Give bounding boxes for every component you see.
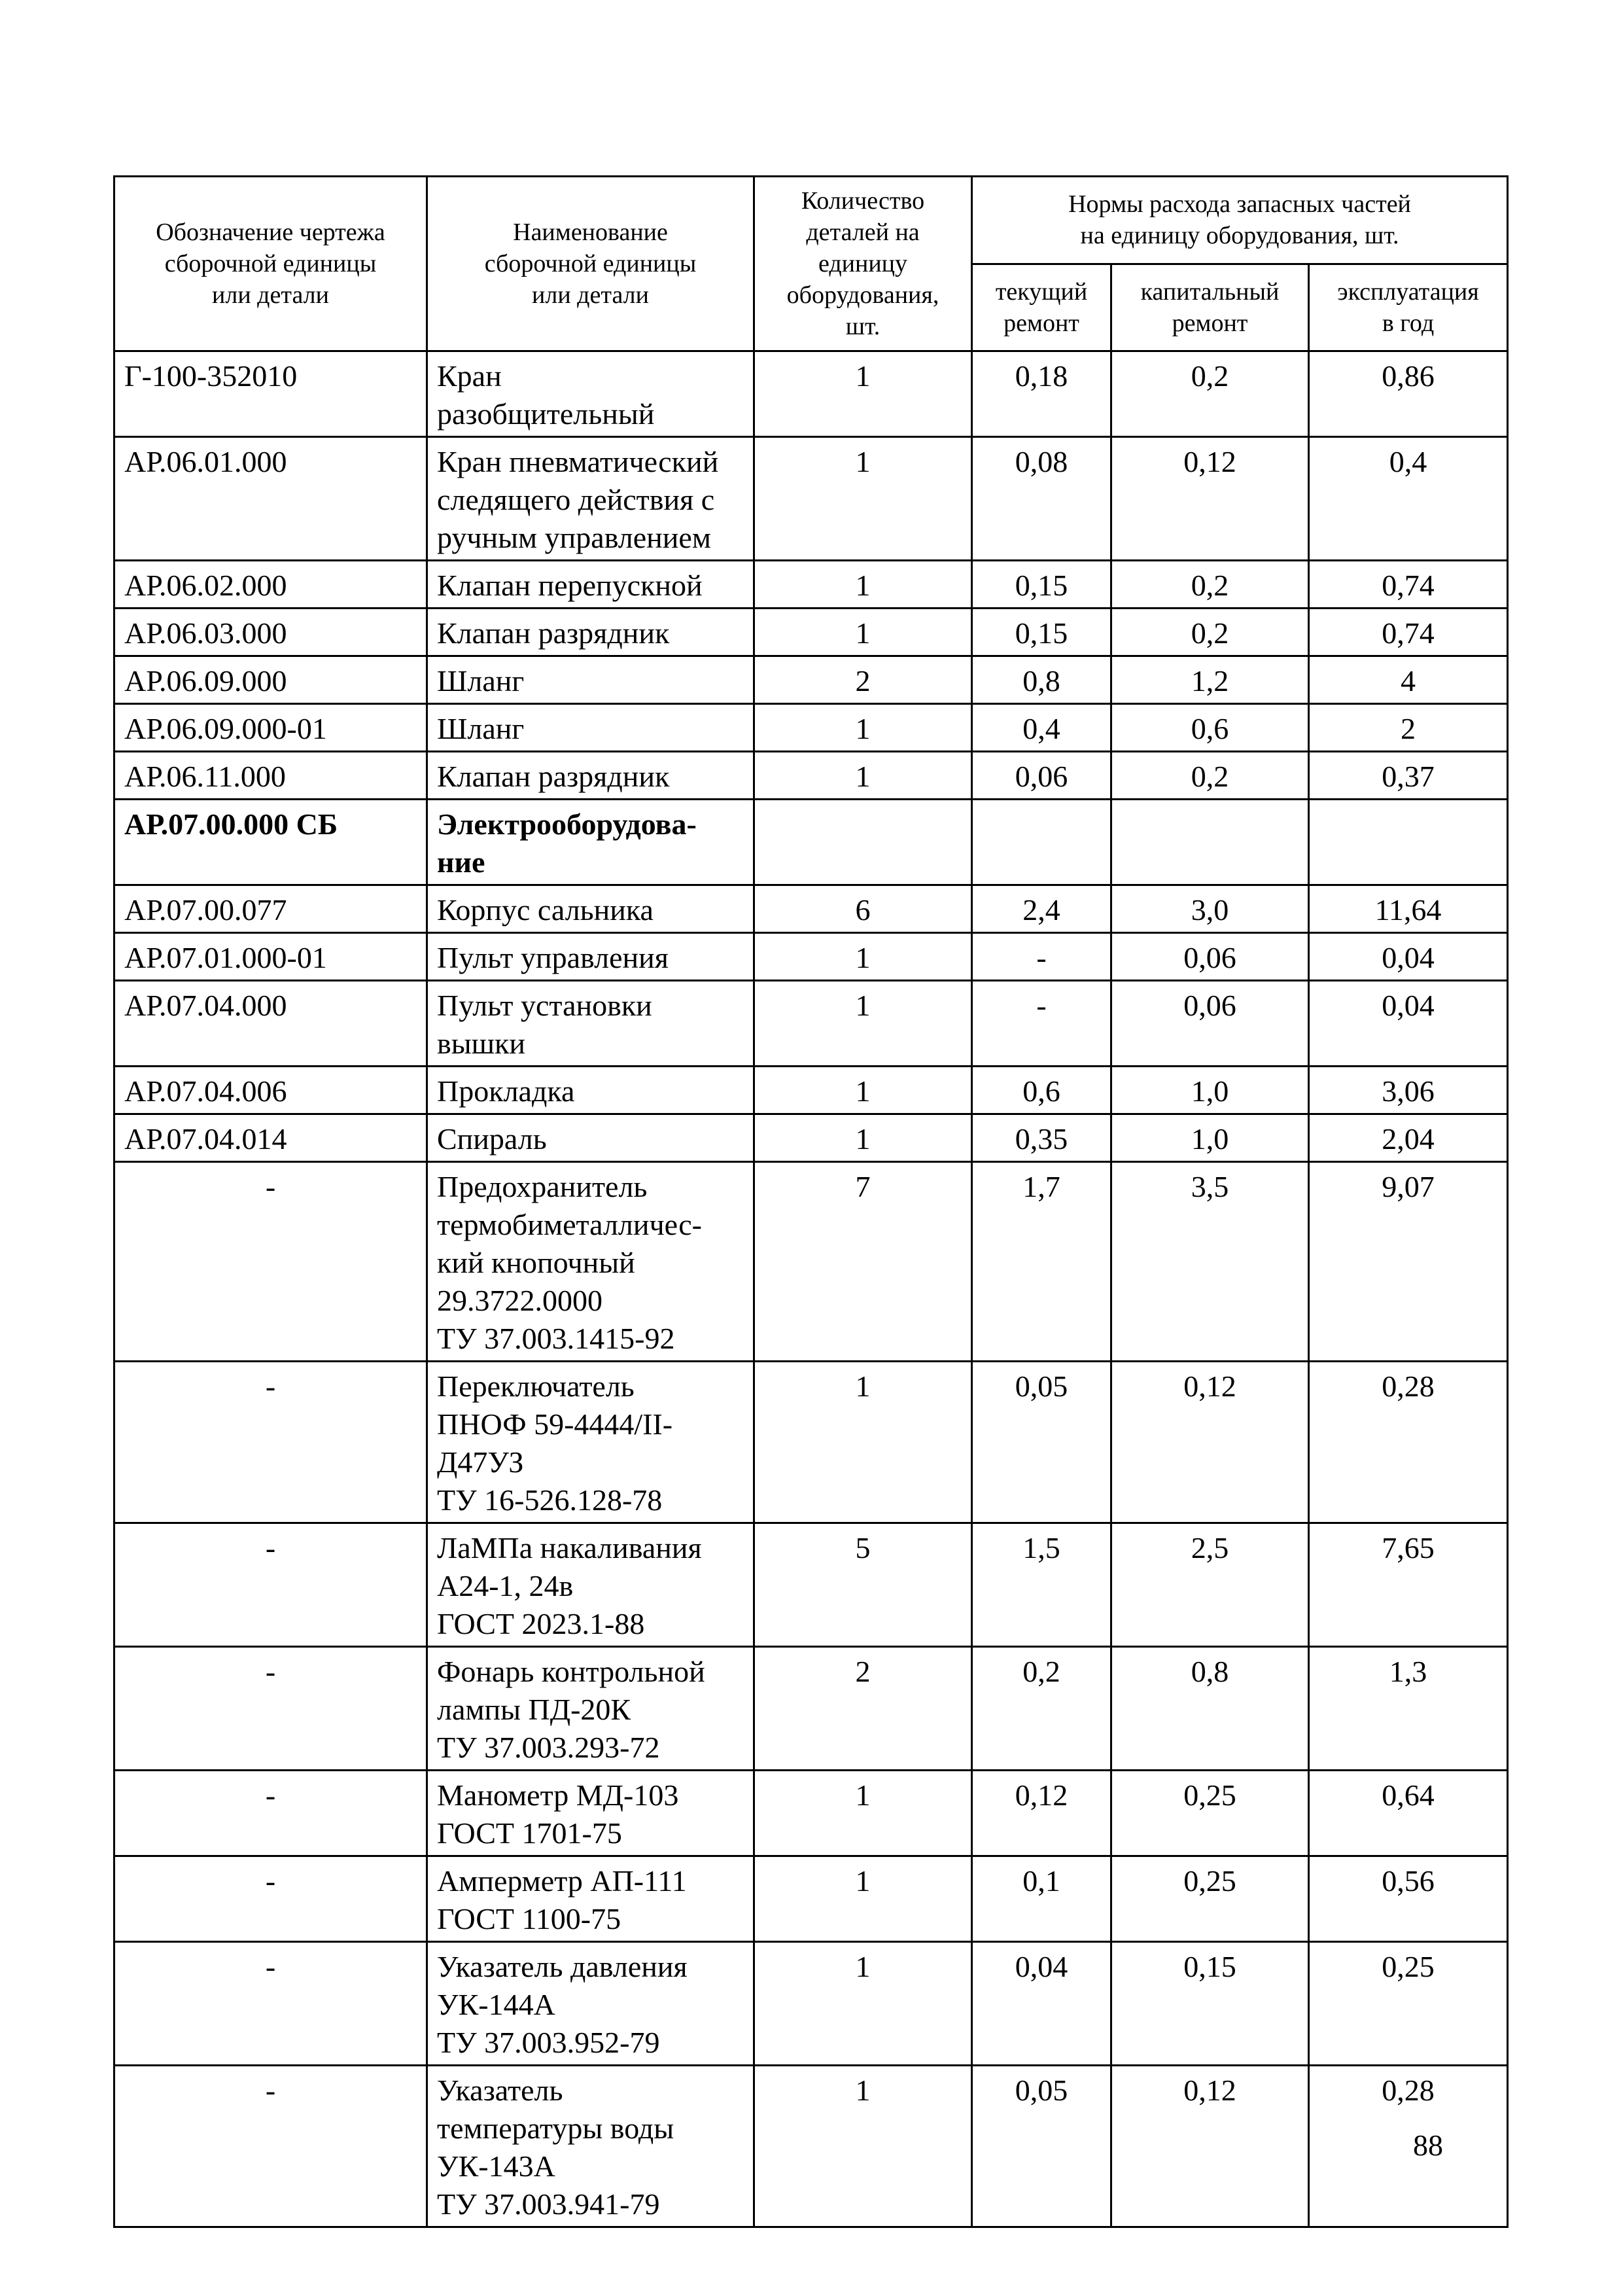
- cell-drawing-code: АР.07.04.000: [114, 981, 427, 1067]
- cell-item-name: Корпус сальника: [427, 885, 754, 933]
- cell-item-name: ЛаМПа накаливания А24-1, 24в ГОСТ 2023.1-88: [427, 1523, 754, 1647]
- cell-quantity: 1: [754, 1942, 972, 2066]
- cell-operation-per-year: 0,28: [1309, 1362, 1508, 1523]
- spare-parts-table: [113, 175, 1509, 2228]
- cell-capital-repair: 3,5: [1111, 1162, 1309, 1362]
- cell-capital-repair: 0,2: [1111, 752, 1309, 800]
- cell-drawing-code: АР.06.09.000: [114, 656, 427, 704]
- cell-current-repair: [972, 800, 1111, 885]
- cell-quantity: 7: [754, 1162, 972, 1362]
- cell-item-name: Указатель температуры воды УК-143А ТУ 37.003.941-79: [427, 2066, 754, 2227]
- cell-capital-repair: 0,06: [1111, 981, 1309, 1067]
- cell-operation-per-year: 0,28: [1309, 2066, 1508, 2227]
- cell-quantity: 1: [754, 561, 972, 609]
- cell-drawing-code: АР.06.03.000: [114, 609, 427, 656]
- cell-item-name: Прокладка: [427, 1067, 754, 1114]
- cell-current-repair: 0,35: [972, 1114, 1111, 1162]
- header-row-1: [114, 177, 1508, 264]
- cell-drawing-code: АР.06.09.000-01: [114, 704, 427, 752]
- cell-current-repair: 0,08: [972, 437, 1111, 561]
- cell-operation-per-year: 4: [1309, 656, 1508, 704]
- cell-current-repair: 0,04: [972, 1942, 1111, 2066]
- cell-drawing-code: Г-100-352010: [114, 351, 427, 437]
- cell-capital-repair: 1,0: [1111, 1114, 1309, 1162]
- cell-quantity: 1: [754, 437, 972, 561]
- cell-quantity: 1: [754, 1771, 972, 1856]
- cell-capital-repair: 1,2: [1111, 656, 1309, 704]
- cell-operation-per-year: 0,74: [1309, 561, 1508, 609]
- cell-current-repair: 2,4: [972, 885, 1111, 933]
- cell-current-repair: 0,06: [972, 752, 1111, 800]
- cell-capital-repair: 0,6: [1111, 704, 1309, 752]
- cell-operation-per-year: 11,64: [1309, 885, 1508, 933]
- cell-drawing-code: АР.06.01.000: [114, 437, 427, 561]
- table-row: [114, 609, 1508, 656]
- cell-item-name: Шланг: [427, 704, 754, 752]
- cell-operation-per-year: 0,56: [1309, 1856, 1508, 1942]
- table-row: [114, 1162, 1508, 1362]
- table-row: [114, 981, 1508, 1067]
- cell-operation-per-year: 9,07: [1309, 1162, 1508, 1362]
- cell-current-repair: 0,12: [972, 1771, 1111, 1856]
- table-row: [114, 1362, 1508, 1523]
- cell-capital-repair: 1,0: [1111, 1067, 1309, 1114]
- cell-capital-repair: 0,2: [1111, 609, 1309, 656]
- cell-capital-repair: [1111, 800, 1309, 885]
- cell-drawing-code: АР.06.11.000: [114, 752, 427, 800]
- cell-current-repair: 0,05: [972, 2066, 1111, 2227]
- cell-drawing-code: -: [114, 1647, 427, 1771]
- cell-operation-per-year: 2: [1309, 704, 1508, 752]
- cell-current-repair: 0,1: [972, 1856, 1111, 1942]
- cell-drawing-code: -: [114, 1362, 427, 1523]
- table-row: [114, 752, 1508, 800]
- cell-drawing-code: АР.06.02.000: [114, 561, 427, 609]
- cell-current-repair: 1,7: [972, 1162, 1111, 1362]
- cell-quantity: 5: [754, 1523, 972, 1647]
- cell-operation-per-year: 0,37: [1309, 752, 1508, 800]
- table-row: [114, 1114, 1508, 1162]
- header-consumption-norms: Нормы расхода запасных частей на единицу оборудования, шт.: [972, 177, 1508, 264]
- cell-operation-per-year: 0,4: [1309, 437, 1508, 561]
- cell-capital-repair: 0,8: [1111, 1647, 1309, 1771]
- cell-current-repair: 0,15: [972, 609, 1111, 656]
- table-row: [114, 704, 1508, 752]
- cell-item-name: Пульт установки вышки: [427, 981, 754, 1067]
- cell-operation-per-year: 0,74: [1309, 609, 1508, 656]
- table-row: [114, 1942, 1508, 2066]
- table-row: [114, 351, 1508, 437]
- cell-operation-per-year: 0,04: [1309, 933, 1508, 981]
- table-row: [114, 437, 1508, 561]
- cell-drawing-code: -: [114, 1942, 427, 2066]
- header-capital-repair: капитальный ремонт: [1111, 264, 1309, 351]
- header-item-name: Наименование сборочной единицы или детали: [427, 177, 754, 351]
- cell-drawing-code: АР.07.04.014: [114, 1114, 427, 1162]
- header-quantity: Количество деталей на единицу оборудования, шт.: [754, 177, 972, 351]
- table-row: [114, 1523, 1508, 1647]
- cell-quantity: [754, 800, 972, 885]
- cell-item-name: Манометр МД-103 ГОСТ 1701-75: [427, 1771, 754, 1856]
- cell-operation-per-year: 1,3: [1309, 1647, 1508, 1771]
- cell-quantity: 1: [754, 2066, 972, 2227]
- cell-capital-repair: 0,12: [1111, 437, 1309, 561]
- cell-item-name: Пульт управления: [427, 933, 754, 981]
- cell-current-repair: 0,6: [972, 1067, 1111, 1114]
- cell-quantity: 1: [754, 609, 972, 656]
- cell-drawing-code: АР.07.04.006: [114, 1067, 427, 1114]
- table-row: [114, 933, 1508, 981]
- table-row: [114, 561, 1508, 609]
- cell-item-name: Предохранитель термобиметалличес- кий кнопочный 29.3722.0000 ТУ 37.003.1415-92: [427, 1162, 754, 1362]
- cell-capital-repair: 0,06: [1111, 933, 1309, 981]
- cell-operation-per-year: [1309, 800, 1508, 885]
- cell-item-name: Клапан перепускной: [427, 561, 754, 609]
- table-row: [114, 800, 1508, 885]
- cell-quantity: 1: [754, 351, 972, 437]
- table-row: [114, 1771, 1508, 1856]
- table-row: [114, 1067, 1508, 1114]
- table-row: [114, 656, 1508, 704]
- cell-quantity: 1: [754, 752, 972, 800]
- cell-item-name: Кран пневматический следящего действия с ручным управлением: [427, 437, 754, 561]
- cell-current-repair: 0,05: [972, 1362, 1111, 1523]
- header-drawing-code: Обозначение чертежа сборочной единицы или детали: [114, 177, 427, 351]
- cell-quantity: 1: [754, 933, 972, 981]
- cell-drawing-code: -: [114, 1523, 427, 1647]
- cell-item-name: Указатель давления УК-144А ТУ 37.003.952-79: [427, 1942, 754, 2066]
- cell-capital-repair: 0,12: [1111, 1362, 1309, 1523]
- cell-capital-repair: 2,5: [1111, 1523, 1309, 1647]
- cell-item-name: Кран разобщительный: [427, 351, 754, 437]
- cell-operation-per-year: 0,86: [1309, 351, 1508, 437]
- cell-item-name: Клапан разрядник: [427, 609, 754, 656]
- cell-quantity: 2: [754, 1647, 972, 1771]
- cell-drawing-code: -: [114, 1771, 427, 1856]
- cell-item-name: Фонарь контрольной лампы ПД-20К ТУ 37.003.293-72: [427, 1647, 754, 1771]
- cell-current-repair: 0,2: [972, 1647, 1111, 1771]
- cell-current-repair: 0,18: [972, 351, 1111, 437]
- cell-item-name: Переключатель ПНОФ 59-4444/II- Д47УЗ ТУ 16-526.128-78: [427, 1362, 754, 1523]
- cell-drawing-code: АР.07.00.000 СБ: [114, 800, 427, 885]
- cell-drawing-code: -: [114, 1162, 427, 1362]
- cell-operation-per-year: 3,06: [1309, 1067, 1508, 1114]
- cell-current-repair: 0,8: [972, 656, 1111, 704]
- header-operation-per-year: эксплуатация в год: [1309, 264, 1508, 351]
- table-row: [114, 1856, 1508, 1942]
- cell-quantity: 2: [754, 656, 972, 704]
- cell-current-repair: 0,4: [972, 704, 1111, 752]
- cell-capital-repair: 0,12: [1111, 2066, 1309, 2227]
- table-row: [114, 1647, 1508, 1771]
- cell-quantity: 1: [754, 1856, 972, 1942]
- cell-drawing-code: -: [114, 1856, 427, 1942]
- cell-item-name: Спираль: [427, 1114, 754, 1162]
- cell-item-name: Шланг: [427, 656, 754, 704]
- cell-quantity: 6: [754, 885, 972, 933]
- cell-quantity: 1: [754, 1362, 972, 1523]
- cell-drawing-code: -: [114, 2066, 427, 2227]
- table-row: [114, 2066, 1508, 2227]
- cell-capital-repair: 3,0: [1111, 885, 1309, 933]
- cell-drawing-code: АР.07.01.000-01: [114, 933, 427, 981]
- table-row: [114, 885, 1508, 933]
- cell-capital-repair: 0,15: [1111, 1942, 1309, 2066]
- cell-operation-per-year: 0,04: [1309, 981, 1508, 1067]
- cell-operation-per-year: 7,65: [1309, 1523, 1508, 1647]
- cell-quantity: 1: [754, 1067, 972, 1114]
- cell-current-repair: 1,5: [972, 1523, 1111, 1647]
- cell-quantity: 1: [754, 981, 972, 1067]
- cell-item-name: Клапан разрядник: [427, 752, 754, 800]
- cell-item-name: Амперметр АП-111 ГОСТ 1100-75: [427, 1856, 754, 1942]
- cell-operation-per-year: 0,64: [1309, 1771, 1508, 1856]
- cell-quantity: 1: [754, 1114, 972, 1162]
- page-number: 88: [1413, 2128, 1443, 2162]
- cell-capital-repair: 0,25: [1111, 1771, 1309, 1856]
- cell-operation-per-year: 2,04: [1309, 1114, 1508, 1162]
- cell-item-name: Электрооборудова- ние: [427, 800, 754, 885]
- cell-current-repair: 0,15: [972, 561, 1111, 609]
- cell-capital-repair: 0,25: [1111, 1856, 1309, 1942]
- cell-capital-repair: 0,2: [1111, 561, 1309, 609]
- cell-drawing-code: АР.07.00.077: [114, 885, 427, 933]
- cell-quantity: 1: [754, 704, 972, 752]
- cell-capital-repair: 0,2: [1111, 351, 1309, 437]
- cell-current-repair: -: [972, 981, 1111, 1067]
- cell-current-repair: -: [972, 933, 1111, 981]
- cell-operation-per-year: 0,25: [1309, 1942, 1508, 2066]
- header-current-repair: текущий ремонт: [972, 264, 1111, 351]
